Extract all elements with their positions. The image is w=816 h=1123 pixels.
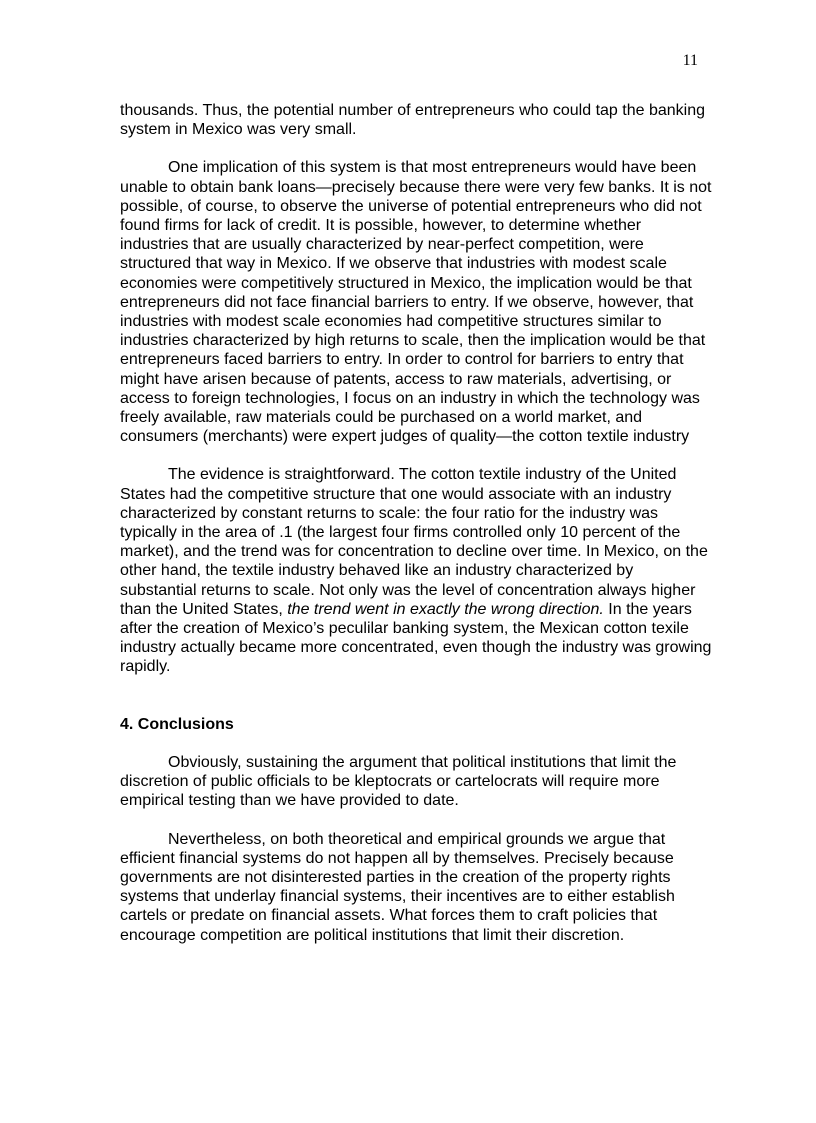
paragraph-implication: One implication of this system is that most entrepreneurs would have been unable to obtain bank loans—precisely because there were very few banks. It is not possible, of course, to observe the universe of potential entrepreneurs who did not found firms for lack of credit. It is possible, however, to determine whether industries that are usually characterized by near-perfect competition, were structured that way in Mexico. If we observe that industries with modest scale economies were competitively structured in Mexico, the implication would be that entrepreneurs did not face financial barriers to entry. If we observe, however, that industries with modest scale economies had competitive structures similar to industries characterized by high returns to scale, then the implication would be that entrepreneurs faced barriers to entry. In order to control for barriers to entry that might have arisen because of patents, access to raw materials, advertising, or access to foreign technologies, I focus on an industry in which the technology was freely available, raw materials could be purchased on a world market, and consumers (merchants) were expert judges of quality—the cotton textile industry xyxy=(120,159,712,446)
paragraph-conclusion-2: Nevertheless, on both theoretical and empirical grounds we argue that efficient financial systems do not happen all by themselves. Precisely because governments are not disinterested parties in the creation of the property rights systems that underlay financial systems, their incentives are to either establish cartels or predate on financial assets. What forces them to craft policies that encourage competition are political institutions that limit their discretion. xyxy=(120,830,675,944)
section-heading-conclusions: 4. Conclusions xyxy=(120,715,234,733)
paragraph-evidence xyxy=(120,465,712,676)
paragraph-evidence-text-1: The evidence is straightforward. The cotton textile industry of the United States had the competitive structure that one would associate with an industry characterized by constant returns to scale: the four ratio for the industry was typically in the area of .1 (the largest four firms controlled only 10 percent of the market), and the trend was for concentration to decline over time. In Mexico, on the other hand, the textile industry behaved like an industry characterized by substantial returns to scale. Not only was the level of concentration always higher than the United States, xyxy=(120,466,708,618)
paragraph-conclusion-1: Obviously, sustaining the argument that political institutions that limit the discretion of public officials to be kleptocrats or cartelocrats will require more empirical testing than we have provided to date. xyxy=(120,753,677,810)
paragraph-continuation: thousands. Thus, the potential number of entrepreneurs who could tap the banking system in Mexico was very small. xyxy=(120,102,705,139)
page-number: 11 xyxy=(682,52,698,69)
paragraph-evidence-italic: the trend went in exactly the wrong direction. xyxy=(287,600,604,618)
body-text xyxy=(120,101,712,964)
paragraph-evidence-text-2: In the years after the creation of Mexico’s peculilar banking system, the Mexican cotton texile industry actually became more concentrated, even though the industry was growing rapidly. xyxy=(120,600,712,676)
